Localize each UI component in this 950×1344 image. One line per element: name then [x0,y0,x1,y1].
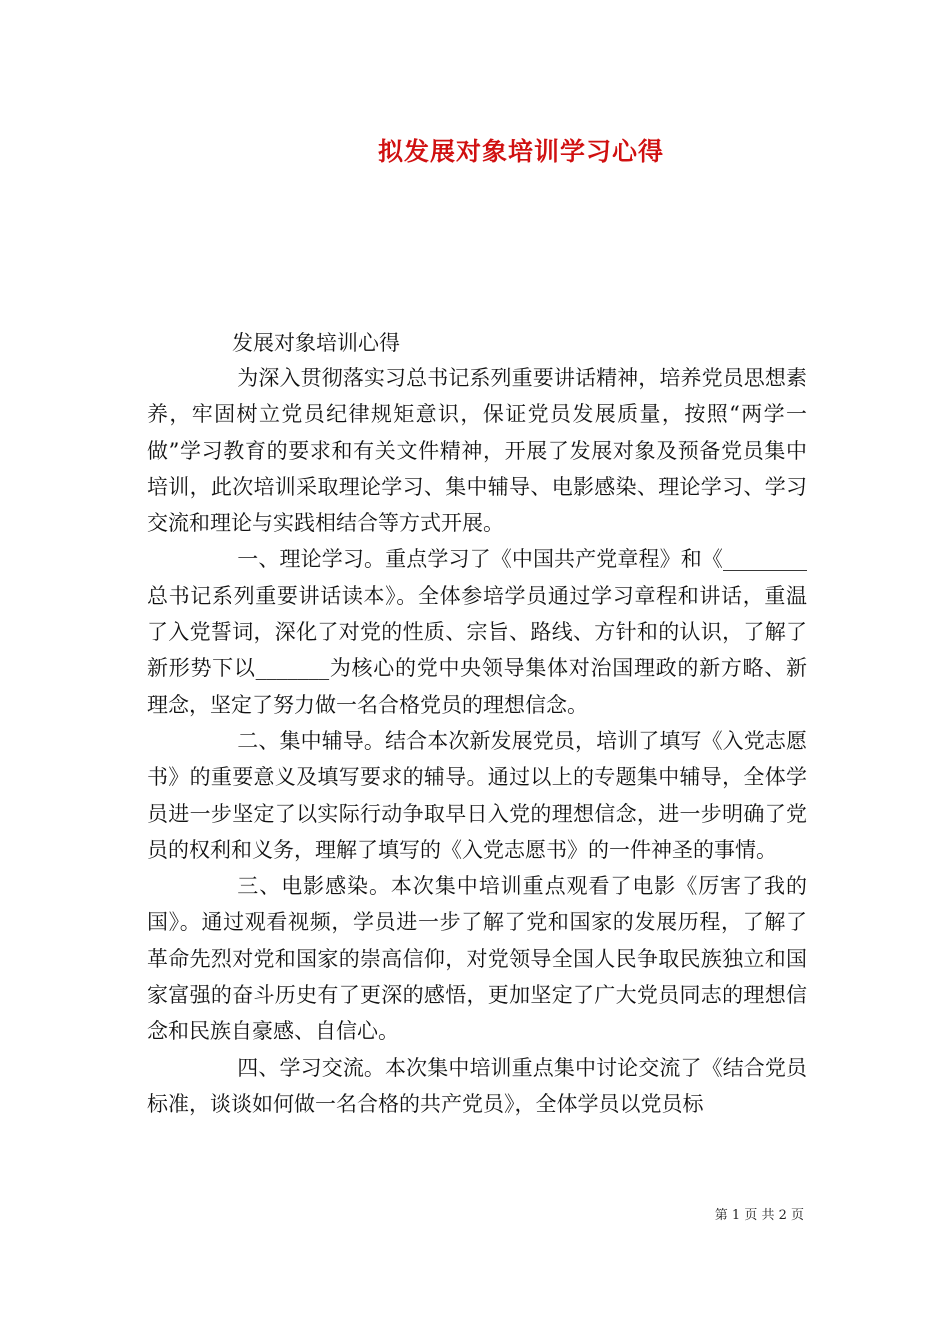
paragraph-theory-study: 一、理论学习。重点学习了《中国共产党章程》和《________总书记系列重要讲话读本》。全体参培学员通过学习章程和讲话，重温了入党誓词，深化了对党的性质、宗旨、路线、方针和的认识，了解了新形势下以_______为核心的党中央领导集体对治国理政的新方略、新理念，坚定了努力做一名合格党员的理想信念。 [147,547,807,717]
paragraph-intro: 为深入贯彻落实习总书记系列重要讲话精神，培养党员思想素养，牢固树立党员纪律规矩意识，保证党员发展质量，按照“两学一做”学习教育的要求和有关文件精神，开展了发展对象及预备党员集中培训，此次培训采取理论学习、集中辅导、电影感染、理论学习、学习交流和理论与实践相结合等方式开展。 [147,366,807,536]
document-subtitle: 发展对象培训心得 [232,331,400,355]
page-number-footer: 第 1 页 共 2 页 [714,1208,804,1223]
document-body [147,360,807,1122]
paragraph-film: 三、电影感染。本次集中培训重点观看了电影《厉害了我的国》。通过观看视频，学员进一步了解了党和国家的发展历程，了解了革命先烈对党和国家的崇高信仰，对党领导全国人民争取民族独立和国家富强的奋斗历史有了更深的感悟，更加坚定了广大党员同志的理想信念和民族自豪感、自信心。 [147,874,807,1044]
document-title: 拟发展对象培训学习心得 [377,137,664,166]
paragraph-exchange: 四、学习交流。本次集中培训重点集中讨论交流了《结合党员标准，谈谈如何做一名合格的共产党员》，全体学员以党员标 [147,1055,807,1116]
paragraph-focused-guidance: 二、集中辅导。结合本次新发展党员，培训了填写《入党志愿书》的重要意义及填写要求的辅导。通过以上的专题集中辅导，全体学员进一步坚定了以实际行动争取早日入党的理想信念，进一步明确了党员的权利和义务，理解了填写的《入党志愿书》的一件神圣的事情。 [147,728,807,862]
